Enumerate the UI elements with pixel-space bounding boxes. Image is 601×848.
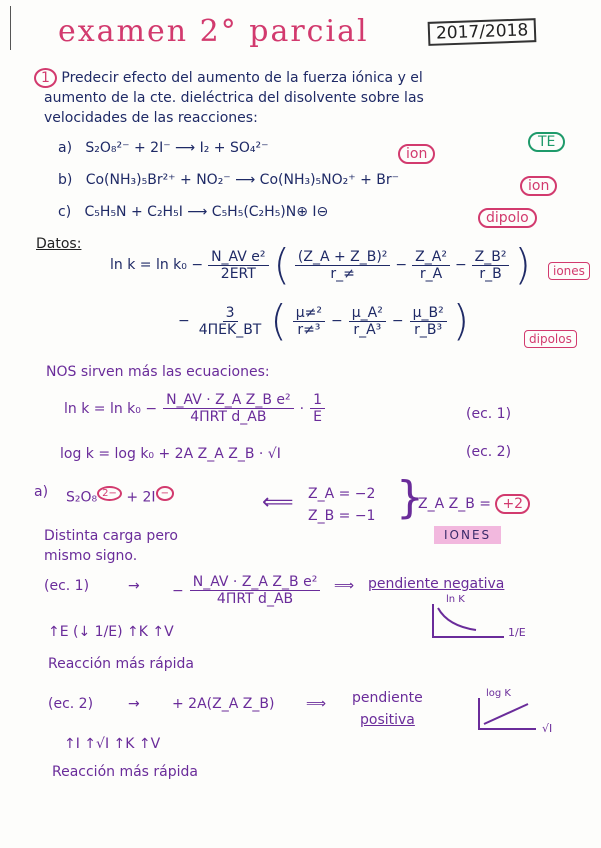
datos-eq2-frac-den: 4ΠEK_BT [198,321,262,338]
ec1-num: N_AV · Z_A Z_B e² [163,392,294,409]
brace-icon: } [396,472,424,523]
minus-sign: − [331,313,343,329]
datos-eq1-t2-num: Z_A² [412,249,450,266]
reaction-b-tag: ion [520,176,557,196]
datos-eq2-t2-den: r_A³ [353,321,382,338]
sign-negative: − [172,582,184,599]
ec2-label: (ec. 2) [466,444,512,460]
right-paren: ) [514,240,531,289]
year-box: 2017/2018 [428,18,537,46]
ec1-f-den: E [313,409,322,425]
reaction-c-tag: dipolo [478,208,537,228]
datos-eq1-t3-den: r_B [479,265,502,282]
ec1-f-num: 1 [310,392,325,409]
solution-a-reaction [66,486,174,506]
reaction-b-text: Co(NH₃)₅Br²⁺ + NO₂⁻ ⟶ Co(NH₃)₅NO₂⁺ + Br⁻ [85,172,400,188]
datos-eq1-t3-num: Z_B² [472,249,510,266]
product-value: +2 [495,494,530,514]
ec1-solution-num: N_AV · Z_A Z_B e² [190,574,321,591]
datos-eq2-t1-den: r≠³ [297,321,321,338]
iones-highlight: IONES [434,526,501,544]
datos-eq2-frac [196,305,265,338]
solution-a-label: a) [34,484,49,500]
question-line-2: aumento de la cte. dieléctrica del disolvente sobre las [44,90,424,106]
product-lhs: Z_A Z_B = [418,496,491,512]
datos-eq1-t2-den: r_A [419,265,443,282]
ec1-label: (ec. 1) [466,406,512,422]
datos-eq2-t2-num: μ_A² [349,305,386,322]
reaction-c [58,204,328,220]
iones-tag: iones [548,262,590,280]
datos-eq1-frac-den: 2ERT [220,265,256,282]
dipolos-tag: dipolos [524,330,577,348]
charge-circle-1: 2− [97,486,122,501]
datos-eq2-t3-den: r_B³ [414,321,443,338]
datos-eq2-term-3 [410,305,447,338]
useful-intro: NOS sirven más las ecuaciones: [46,364,270,380]
datos-eq1-frac [208,249,268,282]
minus-sign: − [454,257,467,273]
graph-1-curve [436,606,502,636]
minus-sign: − [391,313,404,329]
datos-eq1-lhs: ln k = ln k₀ − [110,257,204,273]
arrow-icon: ⟸ [262,490,294,515]
datos-eq1-term-3 [472,249,510,282]
datos-eq1-frac-num: N_AV e² [208,249,268,266]
reaction-b-label: b) [58,172,73,188]
reaction-a-label: a) [58,140,73,156]
dot-operator: · [299,400,305,417]
left-paren: ( [270,296,287,345]
question-line-1: Predecir efecto del aumento de la fuerza iónica y el [61,70,423,86]
charge-circle-2: − [156,486,174,501]
datos-eq-2 [178,296,470,345]
ec2-expr: + 2A(Z_A Z_B) [172,696,275,712]
ec2-arrow: → [128,696,140,712]
datos-eq-1 [110,240,531,289]
trend-2: ↑I ↑√I ↑K ↑V [64,736,161,752]
solution-a-s2o8: S₂O₈ [66,489,98,506]
useful-ec-1 [64,392,325,425]
slope-positive-2: positiva [360,712,415,728]
datos-label: Datos: [36,236,82,252]
zb-value: Z_B = −1 [308,508,376,524]
slope-positive-1: pendiente [352,690,423,706]
question-number: 1 [34,68,57,88]
ec1-factor [310,392,325,425]
graph-2-y-label: log K [486,688,511,699]
ec2-ref: (ec. 2) [48,696,94,712]
ec1-arrow: → [128,578,140,594]
useful-ec-2: log k = log k₀ + 2A Z_A Z_B · √I [60,446,281,462]
left-paren: ( [273,240,290,289]
page-title: examen 2° parcial [58,14,369,49]
datos-eq1-t1-num: (Z_A + Z_B)² [295,249,391,266]
datos-eq2-term-1 [293,305,325,338]
datos-eq1-term-2 [412,249,450,282]
datos-eq2-t1-num: μ≠² [293,305,325,322]
reaction-a-text: S₂O₈²⁻ + 2I⁻ ⟶ I₂ + SO₄²⁻ [85,140,269,156]
right-paren: ) [452,296,470,345]
note-line-2: mismo signo. [44,548,138,564]
datos-eq1-term-1 [295,249,391,282]
reaction-b [58,172,399,188]
minus-sign: − [395,257,408,273]
ec1-fraction-line [172,574,320,607]
graph-2-x-label: √I [542,722,553,735]
te-tag: TE [528,132,565,152]
trend-1: ↑E (↓ 1/E) ↑K ↑V [48,624,174,640]
note-line-1: Distinta carga pero [44,528,178,544]
question-block [34,68,423,88]
result-2: Reacción más rápida [52,764,199,780]
reaction-a-tag: ion [398,144,435,164]
result-1: Reacción más rápida [48,656,195,672]
graph-1-x-label: 1/E [508,626,526,639]
reaction-c-label: c) [58,204,72,220]
implies-arrow-2: ⟹ [306,696,327,712]
reaction-c-text: C₅H₅N + C₂H₅I ⟶ C₅H₅(C₂H₅)N⊕ I⊖ [84,204,329,220]
graph-2-line [480,700,534,728]
ec1-solution-den: 4ΠRT d_AB [216,591,294,607]
za-zb-product [418,494,530,514]
za-value: Z_A = −2 [308,486,376,502]
datos-eq2-term-2 [349,305,386,338]
ec1-ref: (ec. 1) [44,578,90,594]
ec1-frac [163,392,294,425]
datos-eq1-t1-den: r_≠ [330,265,355,282]
minus-sign: − [178,313,190,329]
ec1-lhs: ln k = ln k₀ − [64,400,158,417]
ec1-den: 4ΠRT d_AB [190,409,267,425]
implies-arrow-1: ⟹ [334,578,355,594]
question-line-3: velocidades de las reacciones: [44,110,258,126]
graph-1-y-label: ln K [446,594,465,605]
slope-negative: pendiente negativa [368,576,505,592]
solution-a-plus: + 2I [126,489,156,506]
reaction-a [58,140,268,156]
ec1-solution-frac [190,574,321,607]
datos-eq2-t3-num: μ_B² [410,305,447,322]
margin-line [10,6,11,50]
datos-eq2-frac-num: 3 [223,305,238,322]
